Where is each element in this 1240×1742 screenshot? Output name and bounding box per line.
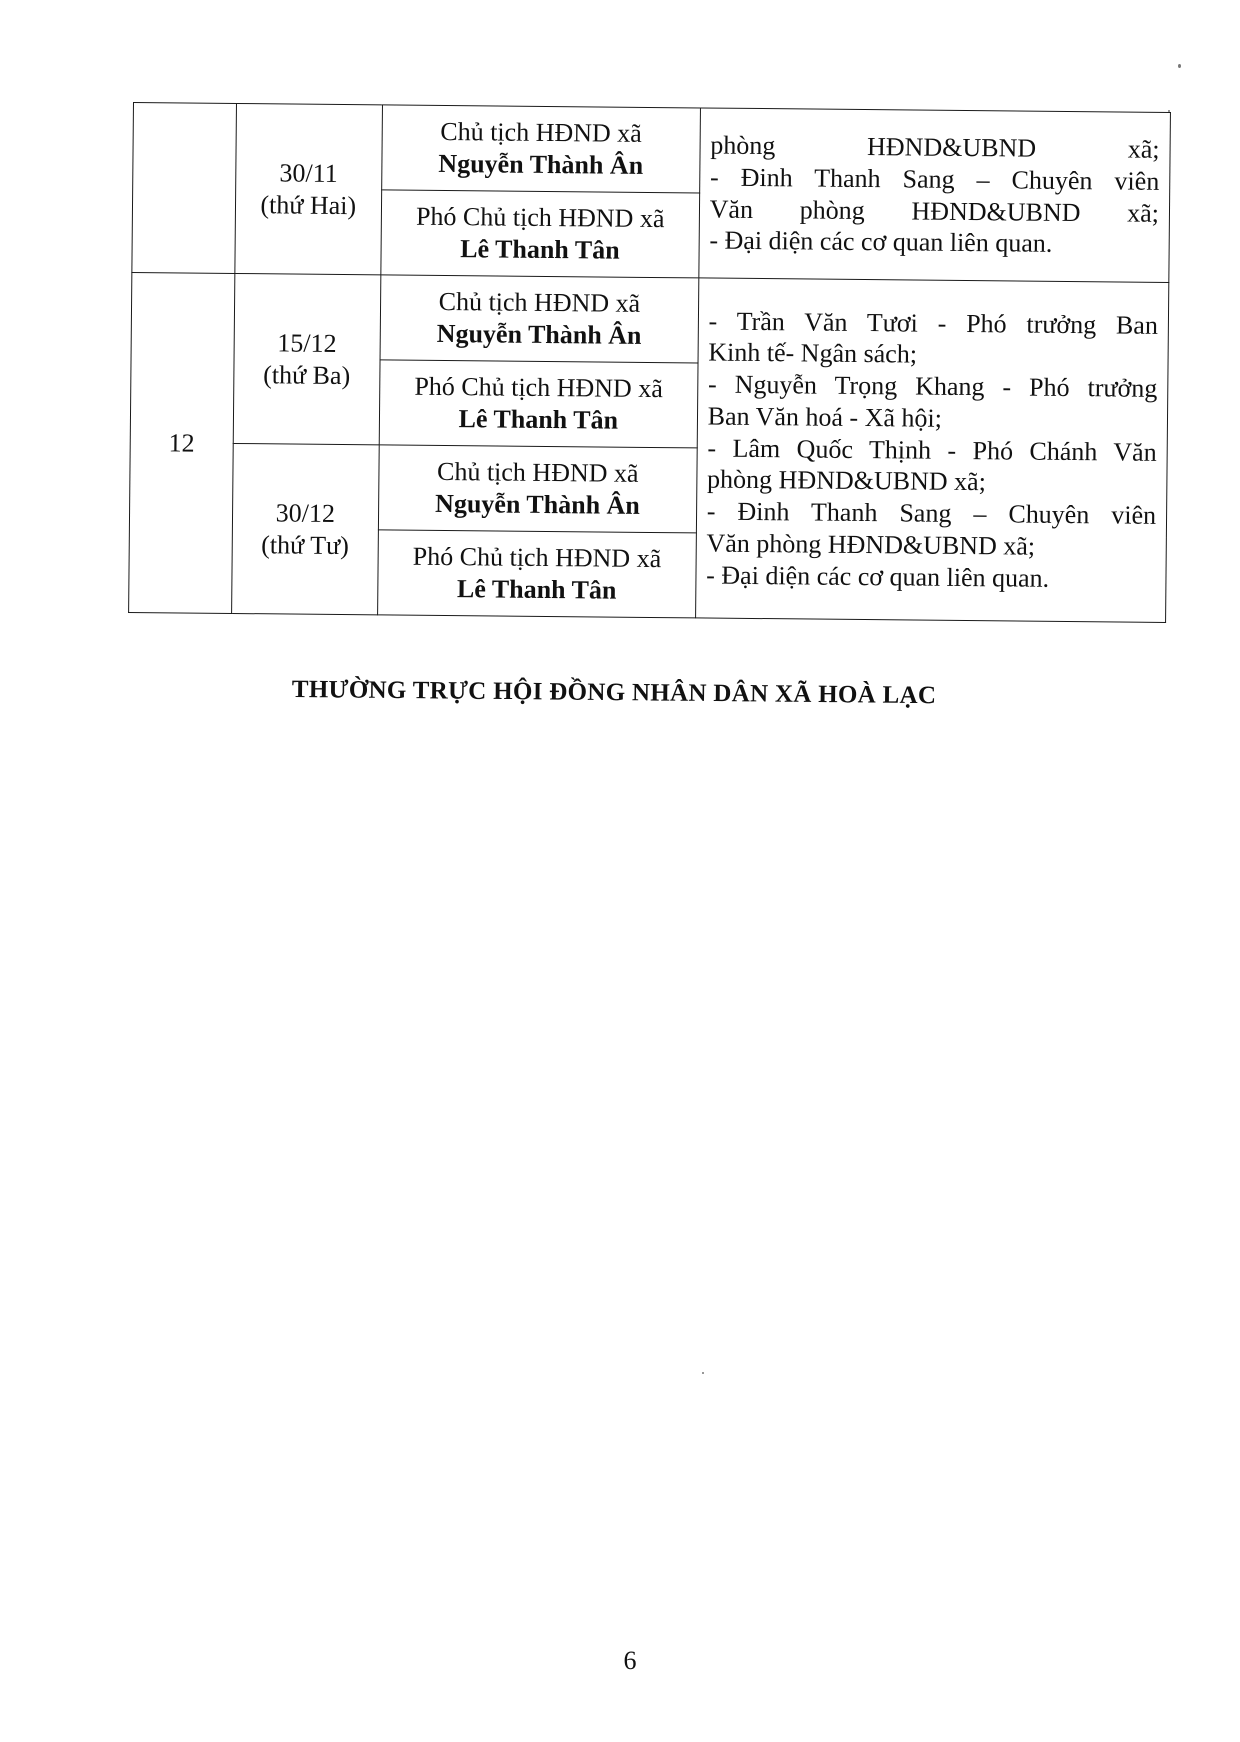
date-label: 15/12 — [277, 328, 337, 358]
participant-line: - Trần Văn Tươi - Phó trưởng Ban — [708, 306, 1159, 340]
month-cell: 12 — [129, 272, 235, 613]
participant-line: Kinh tế- Ngân sách; — [708, 338, 918, 370]
issuer-heading: THƯỜNG TRỰC HỘI ĐỒNG NHÂN DÂN XÃ HOÀ LẠC — [291, 676, 937, 710]
presider-cell — [380, 275, 699, 363]
month-cell — [132, 103, 236, 274]
participants-cell — [695, 278, 1169, 622]
participant-line: phòng HĐND&UBND xã; — [710, 130, 1160, 164]
presider-title: Phó Chủ tịch HĐND xã — [415, 202, 665, 234]
presider-name: Nguyễn Thành Ân — [436, 318, 642, 350]
presider-cell — [378, 530, 697, 618]
participant-line: - Đại diện các cơ quan liên quan. — [706, 560, 1050, 593]
scan-speck — [1168, 110, 1170, 112]
page-number: 6 — [623, 1646, 637, 1675]
weekday-label: (thứ Tư) — [261, 529, 350, 560]
presider-title: Phó Chủ tịch HĐND xã — [414, 371, 663, 404]
weekday-label: (thứ Ba) — [263, 359, 351, 390]
participant-line: Văn phòng HĐND&UBND xã; — [709, 194, 1160, 228]
presider-cell — [379, 360, 698, 448]
presider-title: Chủ tịch HĐND xã — [436, 457, 639, 489]
presider-cell — [382, 105, 701, 193]
table-row — [131, 272, 1169, 367]
presider-name: Lê Thanh Tân — [458, 404, 619, 435]
weekday-label: (thứ Hai) — [260, 189, 357, 220]
scan-speck — [1178, 64, 1181, 68]
presider-name: Nguyễn Thành Ân — [438, 148, 644, 180]
scan-speck — [702, 1372, 704, 1374]
presider-title: Phó Chủ tịch HĐND xã — [412, 541, 662, 574]
participant-line: - Đại diện các cơ quan liên quan. — [709, 225, 1053, 259]
presider-title: Chủ tịch HĐND xã — [440, 117, 642, 149]
participants-cell — [699, 108, 1171, 283]
participant-line: phòng HĐND&UBND xã; — [706, 464, 987, 497]
presider-title: Chủ tịch HĐND xã — [438, 287, 641, 319]
participant-line: - Lâm Quốc Thịnh - Phó Chánh Văn — [707, 433, 1157, 467]
participant-line: Ban Văn hoá - Xã hội; — [707, 401, 943, 433]
participant-line: Văn phòng HĐND&UBND xã; — [706, 528, 1036, 561]
presider-cell — [381, 190, 700, 278]
presider-name: Lê Thanh Tân — [460, 234, 620, 265]
presider-name: Nguyễn Thành Ân — [434, 488, 640, 520]
schedule-table — [128, 102, 1171, 623]
presider-name: Lê Thanh Tân — [456, 574, 617, 605]
participant-line: - Đinh Thanh Sang – Chuyên viên — [709, 162, 1160, 196]
table-row — [133, 103, 1171, 198]
presider-cell — [378, 445, 697, 533]
date-label: 30/12 — [275, 498, 336, 528]
participant-line: - Đinh Thanh Sang – Chuyên viên — [706, 496, 1157, 530]
date-cell — [234, 103, 382, 274]
date-cell — [233, 273, 381, 444]
date-label: 30/11 — [279, 158, 338, 188]
date-cell — [231, 443, 379, 614]
participant-line: - Nguyễn Trọng Khang - Phó trưởng — [707, 369, 1158, 404]
